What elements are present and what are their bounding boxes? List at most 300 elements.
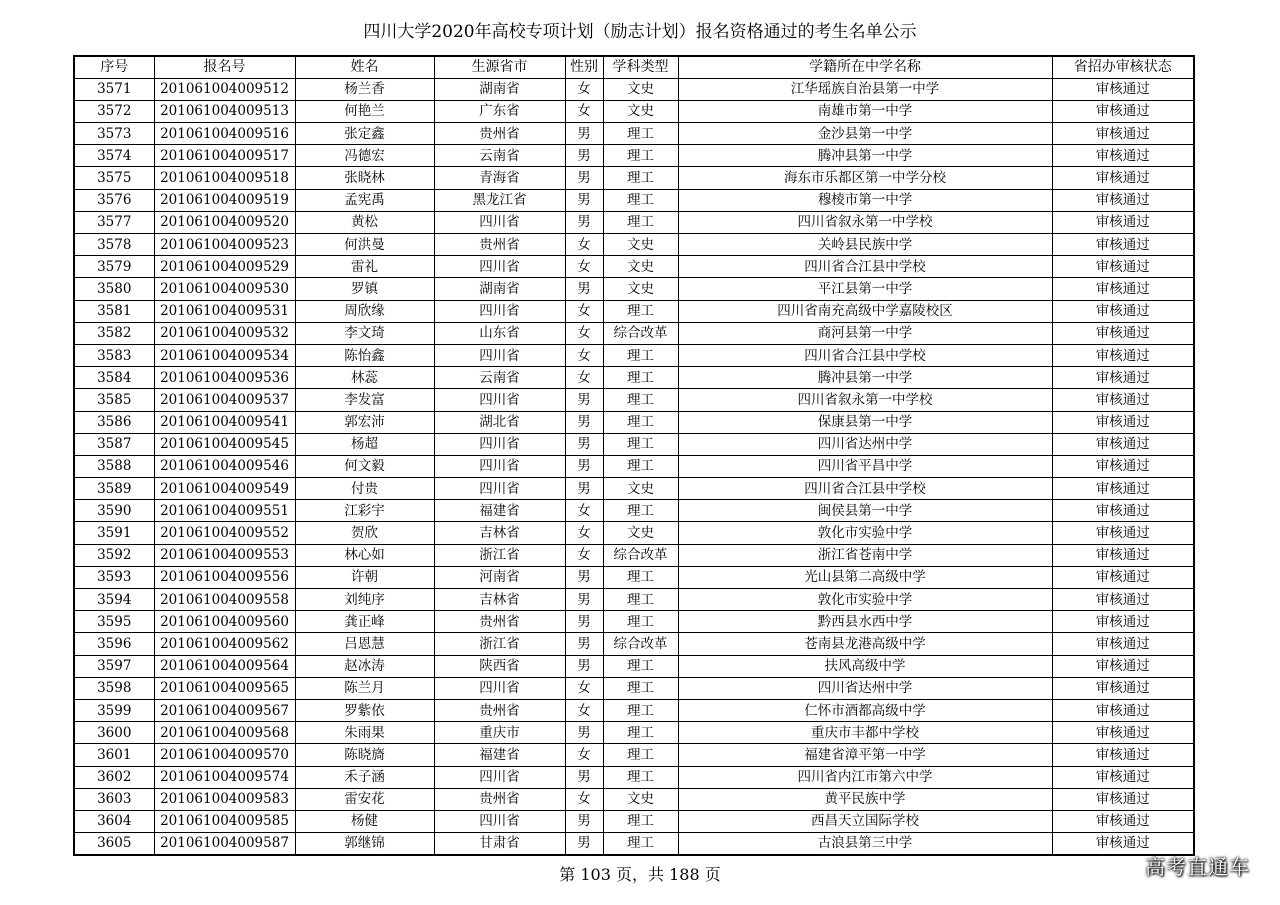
col-gender: 男 [565,189,603,211]
table-row [74,411,1194,433]
col-subject-type: 文史 [603,788,678,810]
col-review-status: 审核通过 [1052,278,1194,300]
table-row [74,367,1194,389]
col-gender: 男 [565,589,603,611]
col-school: 仁怀市酒都高级中学 [678,699,1052,721]
table-row [74,455,1194,477]
col-province: 贵州省 [434,788,565,810]
col-name: 陈怡鑫 [295,344,434,366]
col-gender: 男 [565,278,603,300]
col-review-status: 审核通过 [1052,211,1194,233]
col-province: 云南省 [434,367,565,389]
col-province: 四川省 [434,766,565,788]
col-registration-no: 201061004009512 [154,78,295,100]
col-review-status: 审核通过 [1052,566,1194,588]
col-province: 广东省 [434,100,565,122]
col-gender: 女 [565,744,603,766]
col-school: 光山县第二高级中学 [678,566,1052,588]
col-gender: 女 [565,522,603,544]
col-name: 禾子涵 [295,766,434,788]
col-index: 3574 [74,145,154,167]
table-row [74,167,1194,189]
col-province: 河南省 [434,566,565,588]
col-subject-type: 理工 [603,167,678,189]
col-registration-no: 201061004009513 [154,100,295,122]
col-name: 杨健 [295,810,434,832]
col-registration-no: 201061004009534 [154,344,295,366]
header-col-gender: 性别 [565,56,603,78]
col-index: 3605 [74,833,154,855]
col-province: 福建省 [434,500,565,522]
table-row [74,522,1194,544]
col-name: 李文琦 [295,322,434,344]
table-row [74,744,1194,766]
col-subject-type: 理工 [603,433,678,455]
col-review-status: 审核通过 [1052,500,1194,522]
col-name: 黄松 [295,211,434,233]
col-registration-no: 201061004009523 [154,234,295,256]
col-subject-type: 理工 [603,455,678,477]
col-subject-type: 理工 [603,677,678,699]
table-row [74,322,1194,344]
col-review-status: 审核通过 [1052,433,1194,455]
col-subject-type: 理工 [603,500,678,522]
table-row [74,389,1194,411]
col-name: 郭宏沛 [295,411,434,433]
col-gender: 女 [565,367,603,389]
col-name: 龚正峰 [295,611,434,633]
col-subject-type: 理工 [603,722,678,744]
col-school: 海东市乐都区第一中学分校 [678,167,1052,189]
col-name: 刘纯序 [295,589,434,611]
col-province: 四川省 [434,256,565,278]
col-province: 贵州省 [434,123,565,145]
col-name: 付贵 [295,478,434,500]
col-school: 苍南县龙港高级中学 [678,633,1052,655]
col-review-status: 审核通过 [1052,611,1194,633]
col-review-status: 审核通过 [1052,699,1194,721]
col-school: 南雄市第一中学 [678,100,1052,122]
col-province: 湖北省 [434,411,565,433]
table-row [74,677,1194,699]
col-index: 3591 [74,522,154,544]
col-registration-no: 201061004009551 [154,500,295,522]
col-province: 福建省 [434,744,565,766]
watermark-logo: 高考直通车 [1145,855,1250,879]
col-name: 吕恩慧 [295,633,434,655]
col-registration-no: 201061004009583 [154,788,295,810]
col-gender: 男 [565,611,603,633]
col-index: 3595 [74,611,154,633]
header-col-subject-type: 学科类型 [603,56,678,78]
col-gender: 女 [565,788,603,810]
col-school: 金沙县第一中学 [678,123,1052,145]
table-row [74,278,1194,300]
col-name: 何艳兰 [295,100,434,122]
col-province: 四川省 [434,389,565,411]
col-name: 周欣缘 [295,300,434,322]
col-name: 陈兰月 [295,677,434,699]
col-province: 云南省 [434,145,565,167]
col-province: 四川省 [434,211,565,233]
col-subject-type: 文史 [603,278,678,300]
col-school: 敦化市实验中学 [678,522,1052,544]
col-registration-no: 201061004009549 [154,478,295,500]
col-review-status: 审核通过 [1052,744,1194,766]
col-index: 3604 [74,810,154,832]
col-index: 3596 [74,633,154,655]
table-row [74,766,1194,788]
col-review-status: 审核通过 [1052,78,1194,100]
col-gender: 男 [565,566,603,588]
col-index: 3589 [74,478,154,500]
col-province: 吉林省 [434,589,565,611]
col-province: 青海省 [434,167,565,189]
col-gender: 女 [565,699,603,721]
col-review-status: 审核通过 [1052,766,1194,788]
col-name: 江彩宇 [295,500,434,522]
col-index: 3590 [74,500,154,522]
col-school: 平江县第一中学 [678,278,1052,300]
candidate-table [73,55,1195,856]
col-gender: 男 [565,766,603,788]
col-subject-type: 综合改革 [603,633,678,655]
col-registration-no: 201061004009574 [154,766,295,788]
table-row [74,78,1194,100]
col-province: 山东省 [434,322,565,344]
col-name: 何文毅 [295,455,434,477]
col-review-status: 审核通过 [1052,167,1194,189]
header-col-province: 生源省市 [434,56,565,78]
col-registration-no: 201061004009562 [154,633,295,655]
col-subject-type: 文史 [603,256,678,278]
col-province: 湖南省 [434,278,565,300]
col-school: 江华瑶族自治县第一中学 [678,78,1052,100]
col-school: 保康县第一中学 [678,411,1052,433]
col-review-status: 审核通过 [1052,633,1194,655]
col-gender: 男 [565,167,603,189]
table-header-row [74,56,1194,78]
col-review-status: 审核通过 [1052,145,1194,167]
col-registration-no: 201061004009520 [154,211,295,233]
col-registration-no: 201061004009541 [154,411,295,433]
col-school: 古浪县第三中学 [678,833,1052,855]
col-index: 3572 [74,100,154,122]
col-registration-no: 201061004009568 [154,722,295,744]
col-review-status: 审核通过 [1052,522,1194,544]
col-review-status: 审核通过 [1052,189,1194,211]
col-province: 贵州省 [434,699,565,721]
col-gender: 男 [565,655,603,677]
col-name: 林蕊 [295,367,434,389]
col-school: 腾冲县第一中学 [678,145,1052,167]
col-province: 甘肃省 [434,833,565,855]
table-row [74,611,1194,633]
col-review-status: 审核通过 [1052,256,1194,278]
col-province: 重庆市 [434,722,565,744]
col-subject-type: 文史 [603,522,678,544]
col-index: 3594 [74,589,154,611]
col-index: 3575 [74,167,154,189]
col-school: 关岭县民族中学 [678,234,1052,256]
col-index: 3578 [74,234,154,256]
col-registration-no: 201061004009519 [154,189,295,211]
col-subject-type: 理工 [603,300,678,322]
col-index: 3592 [74,544,154,566]
col-school: 四川省合江县中学校 [678,256,1052,278]
col-subject-type: 理工 [603,367,678,389]
col-name: 张晓林 [295,167,434,189]
col-name: 杨兰香 [295,78,434,100]
col-registration-no: 201061004009531 [154,300,295,322]
table-row [74,566,1194,588]
col-registration-no: 201061004009587 [154,833,295,855]
col-index: 3600 [74,722,154,744]
col-name: 陈晓旖 [295,744,434,766]
col-subject-type: 理工 [603,810,678,832]
col-subject-type: 理工 [603,655,678,677]
col-subject-type: 综合改革 [603,322,678,344]
header-col-registration-no: 报名号 [154,56,295,78]
col-name: 许朝 [295,566,434,588]
col-registration-no: 201061004009530 [154,278,295,300]
table-row [74,123,1194,145]
table-row [74,234,1194,256]
col-gender: 女 [565,300,603,322]
table-row [74,300,1194,322]
col-gender: 男 [565,633,603,655]
col-school: 西昌天立国际学校 [678,810,1052,832]
col-name: 张定鑫 [295,123,434,145]
col-gender: 女 [565,234,603,256]
col-subject-type: 理工 [603,123,678,145]
col-school: 四川省叙永第一中学校 [678,389,1052,411]
col-name: 冯德宏 [295,145,434,167]
table-row [74,722,1194,744]
table-row [74,256,1194,278]
col-index: 3603 [74,788,154,810]
col-index: 3582 [74,322,154,344]
col-school: 黄平民族中学 [678,788,1052,810]
col-name: 罗镇 [295,278,434,300]
col-subject-type: 理工 [603,411,678,433]
col-review-status: 审核通过 [1052,123,1194,145]
col-school: 商河县第一中学 [678,322,1052,344]
col-subject-type: 文史 [603,78,678,100]
col-province: 吉林省 [434,522,565,544]
col-index: 3577 [74,211,154,233]
col-registration-no: 201061004009532 [154,322,295,344]
col-school: 四川省达州中学 [678,433,1052,455]
col-gender: 男 [565,389,603,411]
col-gender: 男 [565,211,603,233]
col-review-status: 审核通过 [1052,478,1194,500]
col-index: 3599 [74,699,154,721]
col-school: 闽侯县第一中学 [678,500,1052,522]
col-registration-no: 201061004009516 [154,123,295,145]
col-index: 3586 [74,411,154,433]
col-province: 四川省 [434,478,565,500]
col-gender: 男 [565,455,603,477]
col-review-status: 审核通过 [1052,234,1194,256]
col-review-status: 审核通过 [1052,100,1194,122]
col-registration-no: 201061004009556 [154,566,295,588]
col-gender: 男 [565,145,603,167]
col-subject-type: 文史 [603,100,678,122]
col-registration-no: 201061004009537 [154,389,295,411]
col-province: 四川省 [434,677,565,699]
col-school: 四川省合江县中学校 [678,344,1052,366]
table-row [74,433,1194,455]
col-province: 贵州省 [434,234,565,256]
col-index: 3581 [74,300,154,322]
col-review-status: 审核通过 [1052,455,1194,477]
col-index: 3585 [74,389,154,411]
col-name: 雷礼 [295,256,434,278]
col-subject-type: 理工 [603,189,678,211]
col-review-status: 审核通过 [1052,300,1194,322]
col-name: 朱雨果 [295,722,434,744]
col-review-status: 审核通过 [1052,411,1194,433]
col-review-status: 审核通过 [1052,722,1194,744]
col-subject-type: 理工 [603,833,678,855]
col-province: 四川省 [434,455,565,477]
col-review-status: 审核通过 [1052,810,1194,832]
col-gender: 女 [565,322,603,344]
col-gender: 女 [565,344,603,366]
table-row [74,833,1194,855]
col-name: 罗紫依 [295,699,434,721]
col-name: 赵冰涛 [295,655,434,677]
col-registration-no: 201061004009570 [154,744,295,766]
col-school: 浙江省苍南中学 [678,544,1052,566]
col-registration-no: 201061004009536 [154,367,295,389]
col-subject-type: 文史 [603,234,678,256]
col-school: 敦化市实验中学 [678,589,1052,611]
col-review-status: 审核通过 [1052,833,1194,855]
col-subject-type: 理工 [603,589,678,611]
header-col-name: 姓名 [295,56,434,78]
col-gender: 男 [565,722,603,744]
col-index: 3583 [74,344,154,366]
col-name: 何洪曼 [295,234,434,256]
col-subject-type: 理工 [603,699,678,721]
col-registration-no: 201061004009546 [154,455,295,477]
col-gender: 男 [565,810,603,832]
table-row [74,500,1194,522]
col-school: 黔西县水西中学 [678,611,1052,633]
col-registration-no: 201061004009553 [154,544,295,566]
col-index: 3601 [74,744,154,766]
col-subject-type: 文史 [603,478,678,500]
col-name: 杨超 [295,433,434,455]
col-province: 湖南省 [434,78,565,100]
col-province: 黑龙江省 [434,189,565,211]
col-review-status: 审核通过 [1052,544,1194,566]
table-row [74,344,1194,366]
col-index: 3573 [74,123,154,145]
col-index: 3588 [74,455,154,477]
col-school: 重庆市丰都中学校 [678,722,1052,744]
col-subject-type: 理工 [603,344,678,366]
table-row [74,544,1194,566]
col-name: 贺欣 [295,522,434,544]
col-index: 3579 [74,256,154,278]
col-registration-no: 201061004009552 [154,522,295,544]
table-row [74,788,1194,810]
table-row [74,699,1194,721]
col-index: 3597 [74,655,154,677]
col-registration-no: 201061004009565 [154,677,295,699]
col-registration-no: 201061004009518 [154,167,295,189]
col-school: 穆棱市第一中学 [678,189,1052,211]
col-index: 3580 [74,278,154,300]
col-subject-type: 理工 [603,766,678,788]
col-registration-no: 201061004009529 [154,256,295,278]
col-gender: 女 [565,100,603,122]
col-gender: 男 [565,833,603,855]
table-row [74,145,1194,167]
col-registration-no: 201061004009517 [154,145,295,167]
col-school: 扶风高级中学 [678,655,1052,677]
col-subject-type: 理工 [603,211,678,233]
col-province: 四川省 [434,810,565,832]
col-registration-no: 201061004009558 [154,589,295,611]
table-row [74,189,1194,211]
header-col-index: 序号 [74,56,154,78]
col-index: 3571 [74,78,154,100]
col-school: 四川省内江市第六中学 [678,766,1052,788]
col-index: 3584 [74,367,154,389]
col-index: 3587 [74,433,154,455]
col-school: 四川省合江县中学校 [678,478,1052,500]
col-subject-type: 理工 [603,566,678,588]
table-row [74,211,1194,233]
col-name: 林心如 [295,544,434,566]
col-name: 李发富 [295,389,434,411]
col-registration-no: 201061004009545 [154,433,295,455]
col-registration-no: 201061004009585 [154,810,295,832]
col-subject-type: 理工 [603,744,678,766]
col-review-status: 审核通过 [1052,344,1194,366]
col-subject-type: 理工 [603,389,678,411]
col-index: 3576 [74,189,154,211]
table-row [74,478,1194,500]
col-review-status: 审核通过 [1052,389,1194,411]
col-gender: 男 [565,478,603,500]
col-index: 3593 [74,566,154,588]
col-school: 四川省南充高级中学嘉陵校区 [678,300,1052,322]
col-review-status: 审核通过 [1052,677,1194,699]
col-subject-type: 理工 [603,145,678,167]
col-province: 四川省 [434,433,565,455]
col-review-status: 审核通过 [1052,322,1194,344]
col-province: 浙江省 [434,633,565,655]
col-gender: 女 [565,677,603,699]
col-school: 四川省平昌中学 [678,455,1052,477]
page-title: 四川大学2020年高校专项计划（励志计划）报名资格通过的考生名单公示 [363,22,917,42]
col-province: 四川省 [434,344,565,366]
table-row [74,633,1194,655]
col-registration-no: 201061004009564 [154,655,295,677]
col-review-status: 审核通过 [1052,589,1194,611]
col-gender: 女 [565,256,603,278]
col-registration-no: 201061004009567 [154,699,295,721]
col-school: 腾冲县第一中学 [678,367,1052,389]
col-name: 孟宪禹 [295,189,434,211]
table-row [74,655,1194,677]
col-gender: 男 [565,433,603,455]
